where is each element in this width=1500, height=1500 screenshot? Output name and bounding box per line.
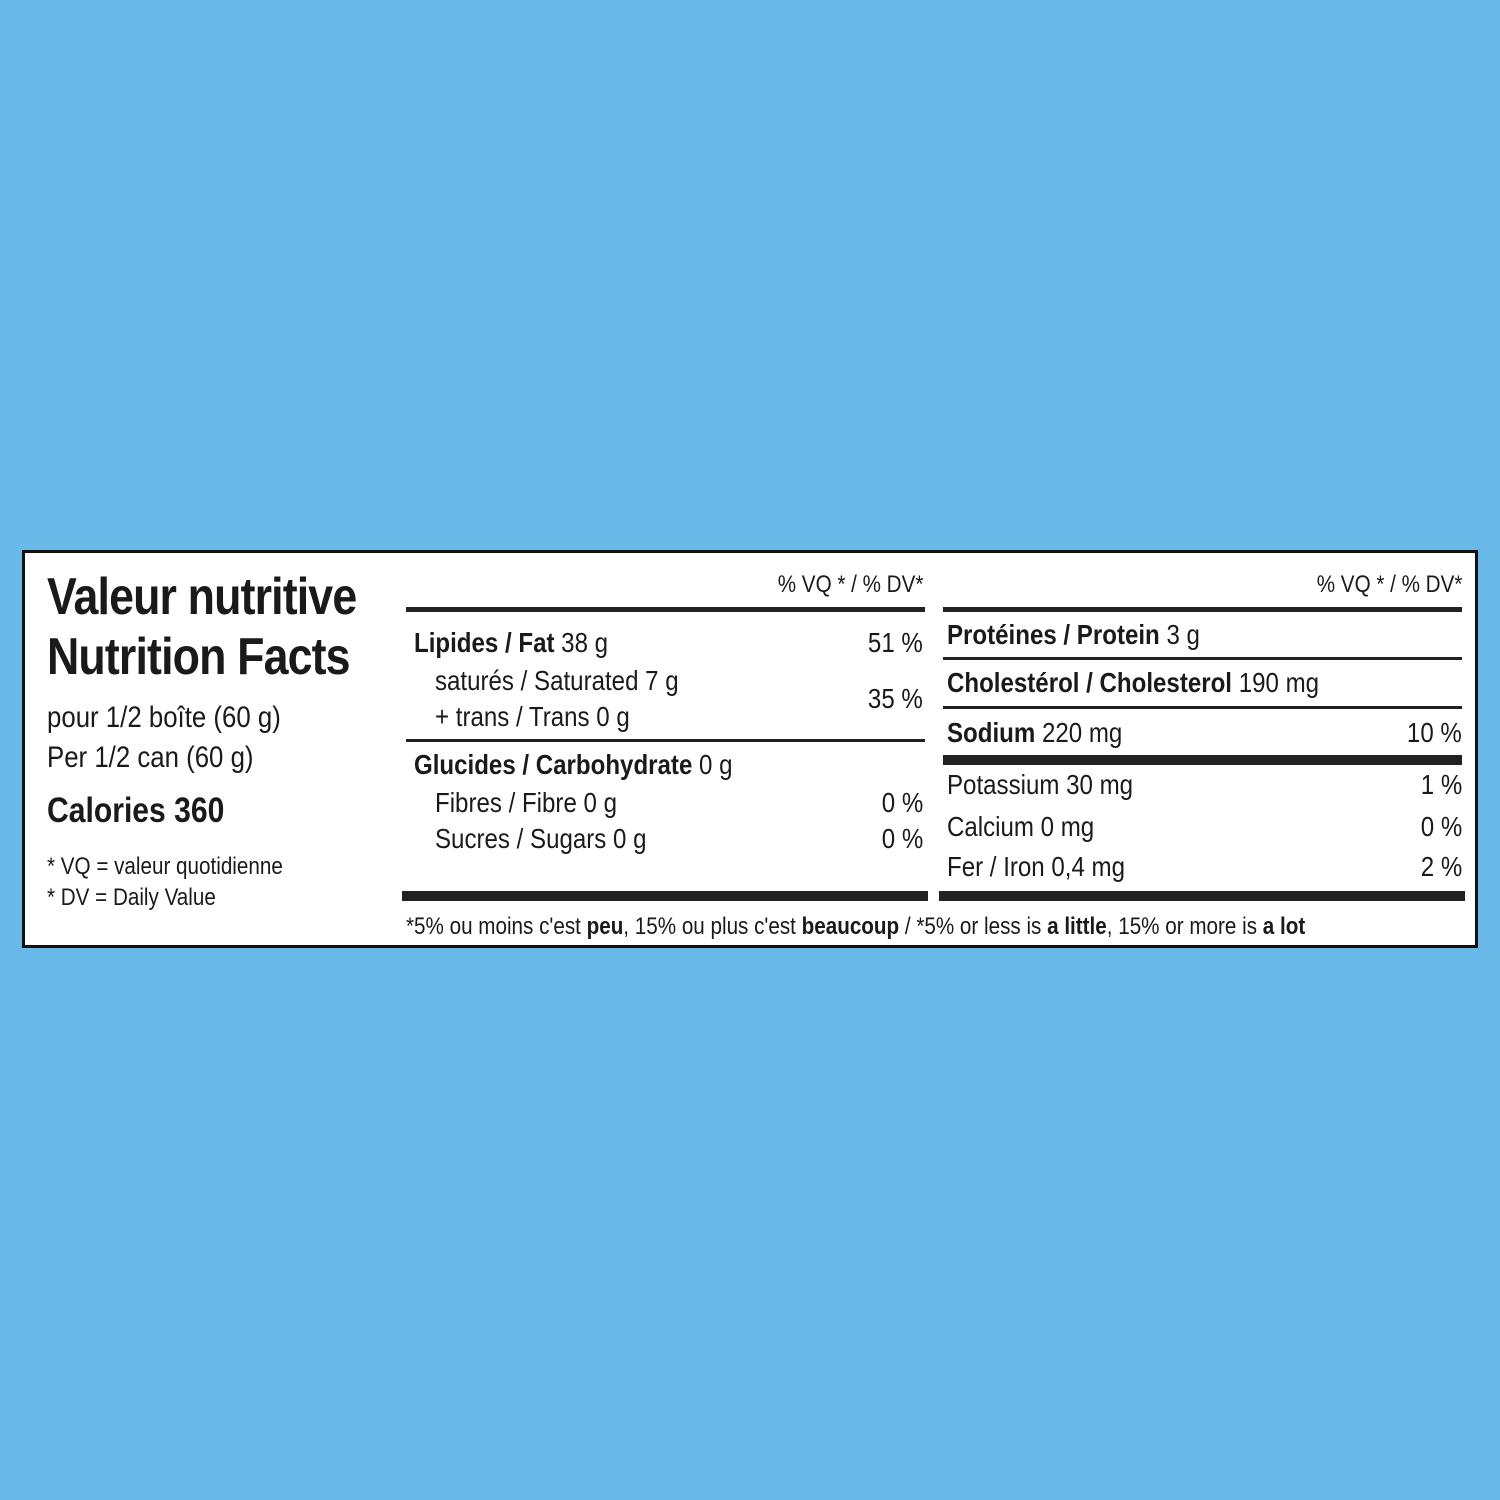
protein-row: Protéines / Protein 3 g [947, 619, 1200, 650]
thick-rule [939, 891, 1465, 901]
dv-header-right: % VQ * / % DV* [1316, 571, 1462, 598]
iron-row: Fer / Iron 0,4 mg [947, 851, 1125, 882]
footnote: *5% ou moins c'est peu, 15% ou plus c'est beaucoup / *5% or less is a little, 15% or more is a lot [406, 913, 1306, 940]
trans-row: + trans / Trans 0 g [435, 701, 630, 732]
thick-rule [402, 891, 928, 901]
title-french: Valeur nutritive [47, 568, 357, 626]
serving-size-english: Per 1/2 can (60 g) [47, 741, 254, 774]
divider [943, 706, 1462, 709]
calcium-row: Calcium 0 mg [947, 811, 1095, 842]
sodium-row: Sodium 220 mg [947, 717, 1123, 748]
note-dv: * DV = Daily Value [47, 884, 216, 911]
fibre-dv: 0 % [881, 787, 923, 818]
nutrition-facts-table [22, 550, 1478, 948]
fibre-row: Fibres / Fibre 0 g [435, 787, 618, 818]
sugars-row: Sucres / Sugars 0 g [435, 823, 647, 854]
iron-dv: 2 % [1420, 851, 1462, 882]
saturated-row: saturés / Saturated 7 g [435, 665, 679, 696]
serving-size-french: pour 1/2 boîte (60 g) [47, 701, 281, 734]
potassium-dv: 1 % [1420, 769, 1462, 800]
thick-rule [406, 607, 925, 612]
potassium-row: Potassium 30 mg [947, 769, 1134, 800]
sat-trans-dv: 35 % [868, 683, 923, 714]
dv-header-left: % VQ * / % DV* [777, 571, 923, 598]
sodium-dv: 10 % [1407, 717, 1462, 748]
title-english: Nutrition Facts [47, 628, 350, 686]
fat-dv: 51 % [868, 627, 923, 658]
thick-rule [943, 607, 1462, 612]
thick-rule [943, 755, 1462, 765]
calcium-dv: 0 % [1420, 811, 1462, 842]
divider [943, 657, 1462, 660]
carbohydrate-row: Glucides / Carbohydrate 0 g [414, 749, 733, 780]
cholesterol-row: Cholestérol / Cholesterol 190 mg [947, 667, 1320, 698]
divider [406, 739, 925, 742]
calories: Calories 360 [47, 791, 225, 830]
fat-row: Lipides / Fat 38 g [414, 627, 609, 658]
sugars-dv: 0 % [881, 823, 923, 854]
note-vq: * VQ = valeur quotidienne [47, 853, 283, 880]
